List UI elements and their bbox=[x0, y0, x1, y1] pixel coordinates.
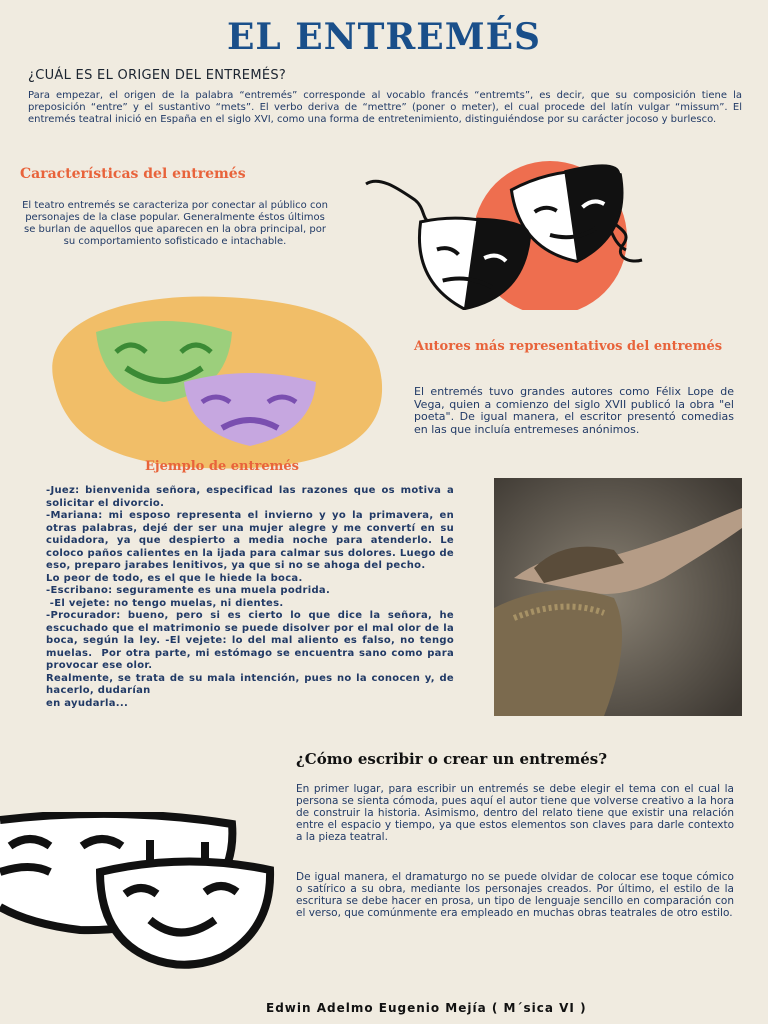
actor-photo bbox=[494, 478, 742, 716]
dialogue-line: -Mariana: mi esposo representa el invierno y yo la primavera, en otras palabras, dejé der ser una mujer alegre y me convertí en su cuidadora, ya que despierto a media noche para atenderlo. Le coloco paños calientes en la ijada para calmar sus dolores. Luego de eso, preparo jarabes lenitivos, ya que si no se ahoga del pecho. bbox=[46, 510, 458, 571]
dialogue-line: -Escribano: seguramente es una muela podrida. bbox=[46, 585, 331, 596]
theater-masks-red-icon bbox=[360, 160, 660, 310]
comedy-tragedy-masks-icon bbox=[44, 292, 386, 474]
origin-heading: ¿CUÁL ES EL ORIGEN DEL ENTREMÉS? bbox=[28, 68, 287, 83]
dialogue-line: Lo peor de todo, es el que le hiede la boca. bbox=[46, 572, 303, 584]
author-credit: Edwin Adelmo Eugenio Mejía ( M´sica VI ) bbox=[266, 1001, 587, 1015]
origin-text: Para empezar, el origen de la palabra “entremés” corresponde al vocablo francés “entremts”, es decir, que su composición tiene la preposición “entre” y el sustantivo “mets”. El verbo deriva de “mettre” (poner o meter), el cual procede del latín vulgar “missum”. El entremés teatral inició en España en el siglo XVI, como una forma de entretenimiento, distinguiéndose por su carácter jocoso y burlesco. bbox=[28, 90, 742, 125]
dialogue-line: Realmente, se trata de su mala intención, pues no la conocen y, de hacerlo, dudarían bbox=[46, 672, 458, 696]
dialogue-line: -El vejete: no tengo muelas, ni dientes. bbox=[46, 597, 284, 609]
howto-paragraph-2: De igual manera, el dramaturgo no se puede olvidar de colocar ese toque cómico o satírico a su obra, mediante los personajes creados. Por último, el estilo de la escritura se debe hacer en prosa, un tipo de lenguaje sencillo en comparación con el verso, que comúnmente era empleado en muchas obras teatrales de otro estilo. bbox=[296, 871, 734, 919]
example-heading: Ejemplo de entremés bbox=[145, 459, 299, 474]
authors-text: El entremés tuvo grandes autores como Félix Lope de Vega, quien a comienzo del siglo XVII publicó la obra "el poeta". De igual manera, el escritor presentó comedias en las que incluía entremeses anónimos. bbox=[414, 385, 734, 436]
example-dialogue bbox=[46, 485, 458, 710]
dialogue-line: -Juez: bienvenida señora, especificad las razones que os motiva a solicitar el divorcio. bbox=[46, 485, 458, 509]
howto-paragraph-1: En primer lugar, para escribir un entremés se debe elegir el tema con el cual la persona se sienta cómoda, pues aquí el autor tiene que volverse creativo a la hora de construir la historia. Asimismo, dentro del relato tiene que existir una relación entre el espacio y tiempo, ya que estos elementos son claves para darle contexto a la pieza teatral. bbox=[296, 783, 734, 843]
page-title: EL ENTREMÉS bbox=[226, 16, 542, 58]
howto-heading: ¿Cómo escribir o crear un entremés? bbox=[296, 750, 608, 768]
authors-heading: Autores más representativos del entremés bbox=[414, 339, 723, 354]
characteristics-text: El teatro entremés se caracteriza por conectar al público con personajes de la clase popular. Generalmente éstos últimos se burlan de aquellos que aparecen en la obra principal, por su comportamiento sofisticado e intachable. bbox=[22, 200, 328, 247]
outline-masks-icon bbox=[0, 812, 280, 972]
dialogue-line: -Procurador: bueno, pero si es cierto lo que dice la señora, he escuchado que el matrimonio se puede disolver por el mal olor de la boca, según la ley. -El vejete: lo del mal aliento es falso, no tengo muelas. Por otra parte, mi estómago se encuentra sano como para provocar ese olor. bbox=[46, 610, 458, 671]
characteristics-heading: Características del entremés bbox=[20, 166, 246, 182]
dialogue-line: en ayudarla... bbox=[46, 697, 129, 709]
